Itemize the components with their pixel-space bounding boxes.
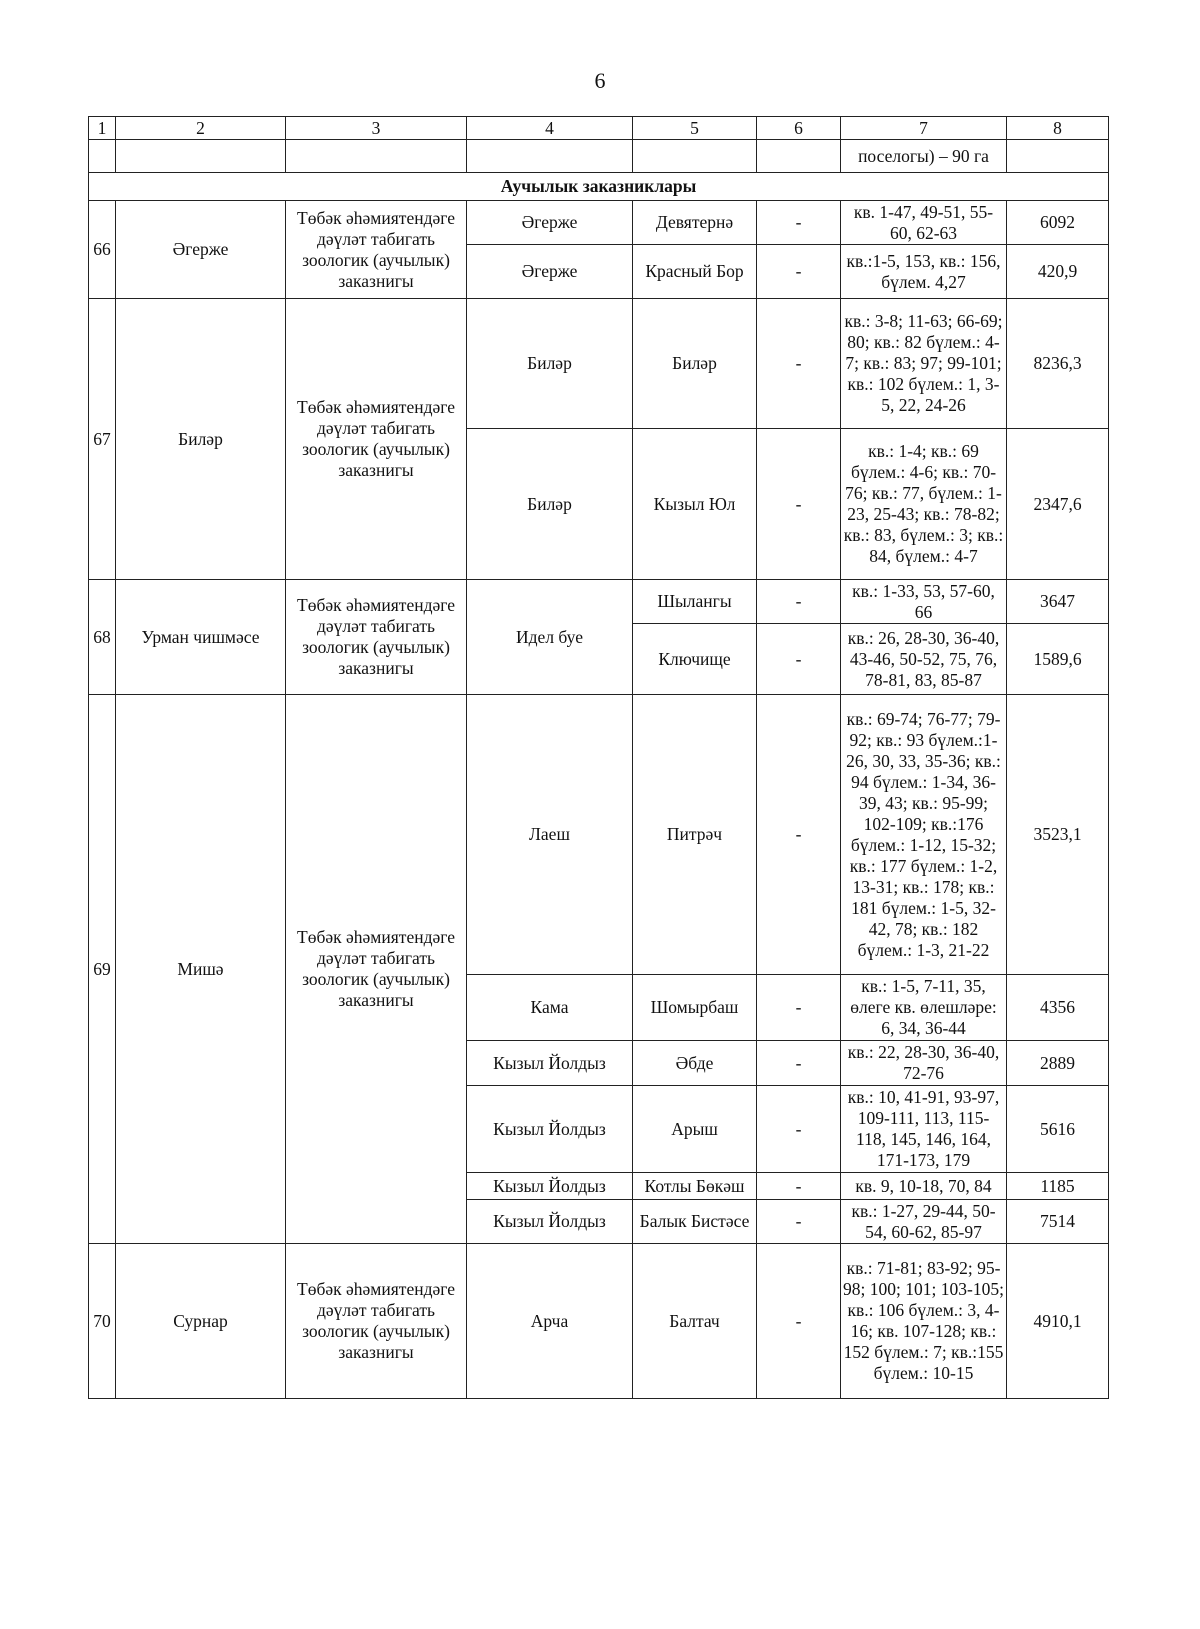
col6-cell: - [757,245,841,299]
reserve-number: 67 [89,299,116,580]
reserve-name: Әгерже [116,201,286,299]
area-cell: 6092 [1007,201,1109,245]
table-row [89,1244,1109,1399]
header-cell: 8 [1007,117,1109,140]
quarters-cell: кв.: 71-81; 83-92; 95-98; 100; 101; 103-105; кв.: 106 бүлем.: 3, 4-16; кв. 107-128; кв.: 152 бүлем.: 7; кв.:155 бүлем.: 10-15 [841,1244,1007,1399]
area-cell: 7514 [1007,1200,1109,1244]
header-cell: 1 [89,117,116,140]
section-row [89,173,1109,201]
reserve-category: Төбәк әһәмиятендәге дәүләт табигать зоологик (аучылык) заказнигы [286,201,467,299]
reserve-number: 69 [89,695,116,1244]
district-cell: Котлы Бөкәш [633,1173,757,1200]
col6-cell: - [757,624,841,695]
forestry-cell: Арча [467,1244,633,1399]
district-cell: Кызыл Юл [633,429,757,580]
reserve-number: 68 [89,580,116,695]
forestry-cell: Кызыл Йолдыз [467,1200,633,1244]
reserve-category: Төбәк әһәмиятендәге дәүләт табигать зоологик (аучылык) заказнигы [286,1244,467,1399]
forestry-cell: Кызыл Йолдыз [467,1173,633,1200]
col6-cell: - [757,429,841,580]
col6-cell: - [757,580,841,624]
quarters-cell: кв.: 1-27, 29-44, 50-54, 60-62, 85-97 [841,1200,1007,1244]
quarters-cell: кв.:1-5, 153, кв.: 156, бүлем. 4,27 [841,245,1007,299]
col6-cell: - [757,1041,841,1086]
area-cell: 1589,6 [1007,624,1109,695]
district-cell: Девятернә [633,201,757,245]
quarters-cell: кв.: 22, 28-30, 36-40, 72-76 [841,1041,1007,1086]
col6-cell: - [757,975,841,1041]
col6-cell: - [757,695,841,975]
area-cell: 4910,1 [1007,1244,1109,1399]
header-cell: 3 [286,117,467,140]
reserve-name: Урман чишмәсе [116,580,286,695]
district-cell: Арыш [633,1086,757,1173]
area-cell: 2889 [1007,1041,1109,1086]
reserve-name: Биләр [116,299,286,580]
reserve-category: Төбәк әһәмиятендәге дәүләт табигать зоологик (аучылык) заказнигы [286,695,467,1244]
reserve-number: 70 [89,1244,116,1399]
header-cell: 6 [757,117,841,140]
col6-cell: - [757,1244,841,1399]
continuation-text: поселогы) – 90 га [841,140,1007,173]
area-cell: 3523,1 [1007,695,1109,975]
col6-cell: - [757,1173,841,1200]
area-cell: 1185 [1007,1173,1109,1200]
forestry-cell: Әгерже [467,201,633,245]
district-cell: Әбде [633,1041,757,1086]
reserve-category: Төбәк әһәмиятендәге дәүләт табигать зоологик (аучылык) заказнигы [286,580,467,695]
quarters-cell: кв.: 10, 41-91, 93-97, 109-111, 113, 115-118, 145, 146, 164, 171-173, 179 [841,1086,1007,1173]
page-number: 6 [594,68,606,93]
header-cell: 4 [467,117,633,140]
area-cell: 3647 [1007,580,1109,624]
district-cell: Ключище [633,624,757,695]
reserves-table [88,116,1109,1399]
quarters-cell: кв. 1-47, 49-51, 55-60, 62-63 [841,201,1007,245]
reserve-category: Төбәк әһәмиятендәге дәүләт табигать зоологик (аучылык) заказнигы [286,299,467,580]
area-cell: 5616 [1007,1086,1109,1173]
section-title: Аучылык заказниклары [89,173,1109,201]
area-cell: 2347,6 [1007,429,1109,580]
district-cell: Биләр [633,299,757,429]
header-cell: 5 [633,117,757,140]
quarters-cell: кв.: 1-5, 7-11, 35, өлеге кв. өлешләре: 6, 34, 36-44 [841,975,1007,1041]
table-row [89,299,1109,429]
district-cell: Шылангы [633,580,757,624]
reserve-number: 66 [89,201,116,299]
forestry-cell: Биләр [467,429,633,580]
table-row [89,580,1109,624]
district-cell: Шомырбаш [633,975,757,1041]
quarters-cell: кв. 9, 10-18, 70, 84 [841,1173,1007,1200]
forestry-cell: Кама [467,975,633,1041]
district-cell: Балык Бистәсе [633,1200,757,1244]
table-row [89,695,1109,975]
forestry-cell: Идел буе [467,580,633,695]
district-cell: Красный Бор [633,245,757,299]
forestry-cell: Лаеш [467,695,633,975]
table-row [89,201,1109,245]
header-cell: 7 [841,117,1007,140]
forestry-cell: Кызыл Йолдыз [467,1041,633,1086]
reserve-name: Сурнар [116,1244,286,1399]
quarters-cell: кв.: 26, 28-30, 36-40, 43-46, 50-52, 75, 76, 78-81, 83, 85-87 [841,624,1007,695]
col6-cell: - [757,1200,841,1244]
quarters-cell: кв.: 1-4; кв.: 69 бүлем.: 4-6; кв.: 70-76; кв.: 77, бүлем.: 1-23, 25-43; кв.: 78-82; кв.: 83, бүлем.: 3; кв.: 84, бүлем.: 4-7 [841,429,1007,580]
quarters-cell: кв.: 1-33, 53, 57-60, 66 [841,580,1007,624]
header-cell: 2 [116,117,286,140]
area-cell: 420,9 [1007,245,1109,299]
col6-cell: - [757,1086,841,1173]
col6-cell: - [757,299,841,429]
district-cell: Балтач [633,1244,757,1399]
district-cell: Питрәч [633,695,757,975]
reserve-name: Мишә [116,695,286,1244]
header-row [89,117,1109,140]
col6-cell: - [757,201,841,245]
forestry-cell: Биләр [467,299,633,429]
area-cell: 8236,3 [1007,299,1109,429]
continuation-row [89,140,1109,173]
quarters-cell: кв.: 69-74; 76-77; 79-92; кв.: 93 бүлем.:1-26, 30, 33, 35-36; кв.: 94 бүлем.: 1-34, 36-39, 43; кв.: 95-99; 102-109; кв.:176 бүлем.: 1-12, 15-32; кв.: 177 бүлем.: 1-2, 13-31; кв.: 178; кв.: 181 бүлем.: 1-5, 32-42, 78; кв.: 182 бүлем.: 1-3, 21-22 [841,695,1007,975]
area-cell: 4356 [1007,975,1109,1041]
forestry-cell: Кызыл Йолдыз [467,1086,633,1173]
quarters-cell: кв.: 3-8; 11-63; 66-69; 80; кв.: 82 бүлем.: 4-7; кв.: 83; 97; 99-101; кв.: 102 бүлем.: 1, 3-5, 22, 24-26 [841,299,1007,429]
forestry-cell: Әгерже [467,245,633,299]
